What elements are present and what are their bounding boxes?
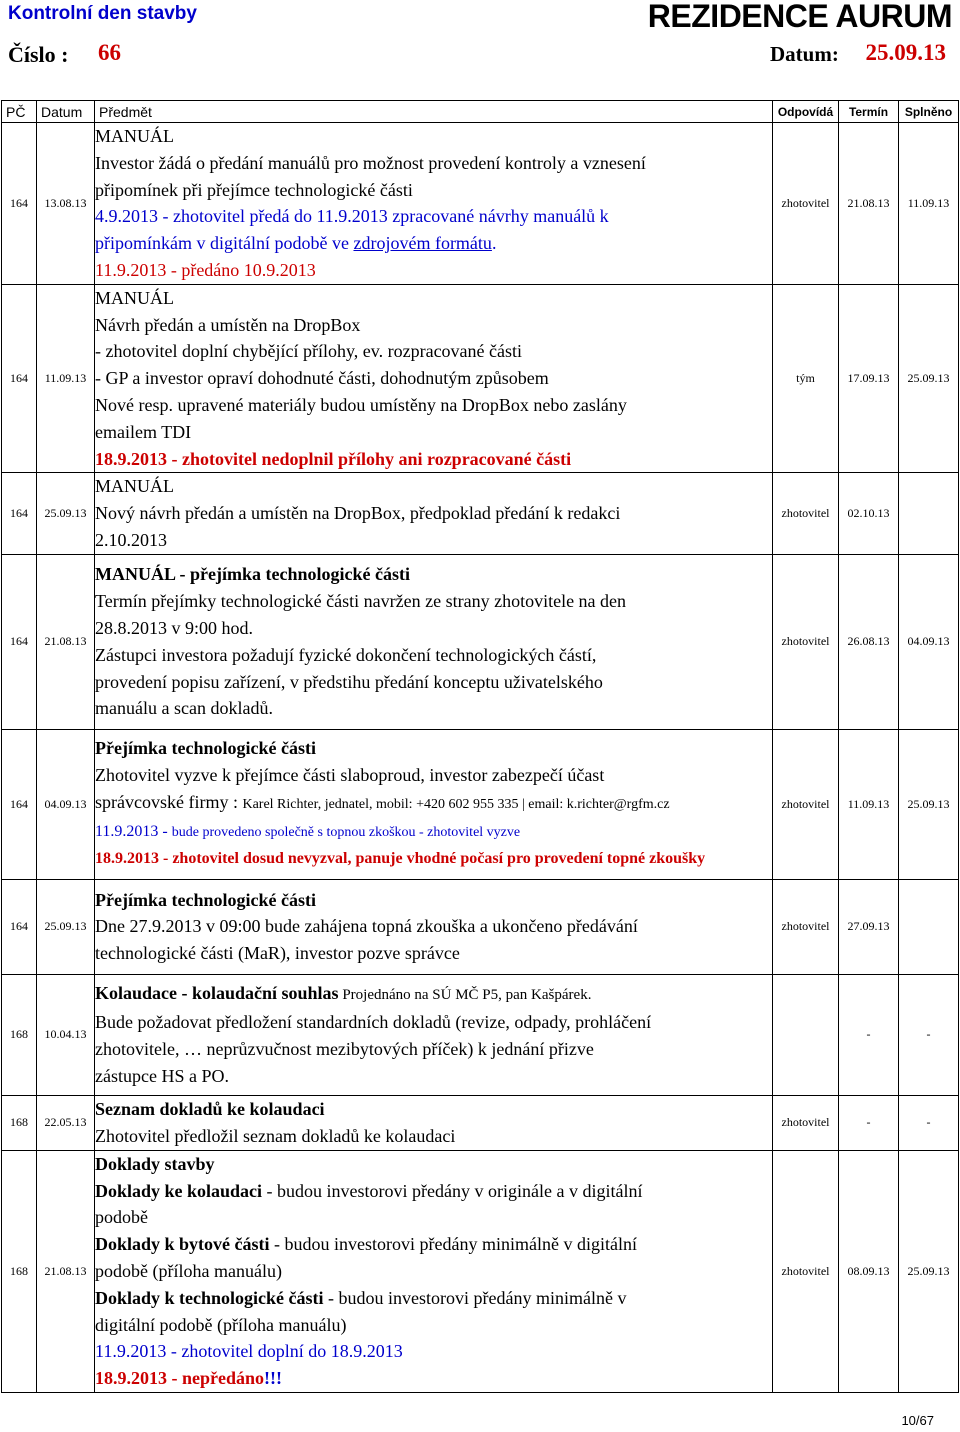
item-text: Projednáno na SÚ MČ P5, pan Kašpárek. [338,987,592,1004]
item-text: zdrojovém formátu [353,233,492,254]
table-row [2,974,959,1095]
item-line: Návrh předán a umístěn na DropBox [95,314,361,335]
row-predmet [95,473,773,554]
row-splneno: 25.09.13 [899,729,959,879]
meeting-number: 66 [98,40,121,65]
item-line: Zhotovitel předložil seznam dokladů ke kolaudaci [95,1125,456,1146]
cislo-label: Číslo : [8,42,69,67]
row-pc: 164 [2,879,37,974]
item-text: - budou investorovi předány minimálně v digitální [269,1234,637,1255]
row-pc: 164 [2,554,37,729]
row-termin: 17.09.13 [839,284,899,473]
datum-label: Datum: [770,42,839,66]
row-splneno: - [899,974,959,1095]
row-odpovida: zhotovitel [773,554,839,729]
table-row [2,123,959,285]
row-predmet [95,729,773,879]
row-pc: 168 [2,1095,37,1150]
row-datum: 25.09.13 [37,879,95,974]
contact-info: Karel Richter, jednatel, mobil: +420 602 955 335 | email: k.richter@rgfm.cz [242,796,670,812]
item-text: bude provedeno společně s topnou zkoškou - zhotovitel vyzve [171,824,521,840]
meeting-items-table [1,100,959,1393]
item-line: 4.9.2013 - zhotovitel předá do 11.9.2013 zpracované návrhy manuálů k [95,206,609,227]
row-datum: 11.09.13 [37,284,95,473]
item-heading: MANUÁL [95,476,174,497]
row-odpovida: zhotovitel [773,1150,839,1392]
item-line: podobě [95,1207,148,1228]
item-line: připomínek při přejímce technologické části [95,179,413,200]
table-row [2,1150,959,1392]
row-odpovida: zhotovitel [773,1095,839,1150]
row-datum: 04.09.13 [37,729,95,879]
row-pc: 164 [2,729,37,879]
row-pc: 164 [2,123,37,285]
row-predmet [95,974,773,1095]
col-header-odpovida: Odpovídá [773,101,839,123]
row-predmet [95,1095,773,1150]
item-line: podobě (příloha manuálu) [95,1260,282,1281]
item-text: 18.9.2013 - nepředáno [95,1368,265,1389]
row-termin: - [839,1095,899,1150]
row-odpovida: zhotovitel [773,729,839,879]
row-splneno [899,473,959,554]
item-line: 11.9.2013 - zhotovitel doplní do 18.9.2013 [95,1341,403,1362]
item-heading: MANUÁL [95,126,174,146]
meeting-date: 25.09.13 [865,40,946,65]
table-row [2,729,959,879]
item-subheading: Doklady k bytové části [95,1234,270,1255]
table-header-row [2,101,959,123]
row-pc: 168 [2,1150,37,1392]
item-line: Investor žádá o předání manuálů pro možnost provedení kontroly a vznesení [95,152,646,173]
row-predmet [95,1150,773,1392]
item-text: - budou investorovi předány v originále a v digitální [262,1180,643,1201]
item-line [95,230,772,257]
item-heading: MANUÁL [95,287,174,308]
table-row [2,1095,959,1150]
row-odpovida: zhotovitel [773,879,839,974]
item-line: - zhotovitel doplní chybějící přílohy, ev. rozpracované části [95,341,523,362]
item-text: - budou investorovi předány minimálně v [323,1287,627,1308]
row-termin: - [839,974,899,1095]
item-line: digitální podobě (příloha manuálu) [95,1314,347,1335]
row-predmet [95,554,773,729]
item-subheading: Doklady k technologické části [95,1287,324,1308]
item-line: Dne 27.9.2013 v 09:00 bude zahájena topná zkouška a ukončeno předávání [95,916,638,937]
row-datum: 21.08.13 [37,1150,95,1392]
item-heading: Přejímka technologické části [95,889,316,910]
row-datum: 21.08.13 [37,554,95,729]
item-line [95,819,772,847]
item-line [95,1231,772,1258]
item-line: Zhotovitel vyzve k přejímce části slaboproud, investor zabezpečí účast [95,765,605,786]
item-line [95,1365,772,1392]
item-text: !!! [264,1368,282,1389]
row-odpovida: tým [773,284,839,473]
row-datum: 10.04.13 [37,974,95,1095]
col-header-splneno: Splněno [899,101,959,123]
item-line: zhotovitele, … neprůzvučnost mezibytových příček) k jednání přizve [95,1038,594,1059]
row-datum: 13.08.13 [37,123,95,285]
row-splneno: 04.09.13 [899,554,959,729]
document-title: Kontrolní den stavby [8,3,197,24]
item-line: 18.9.2013 - zhotovitel dosud nevyzval, panuje vhodné počasí pro provedení topné zkoušky [95,850,706,868]
row-splneno: 11.09.13 [899,123,959,285]
row-splneno: 25.09.13 [899,284,959,473]
row-splneno [899,879,959,974]
item-line [95,789,772,819]
item-line: Nové resp. upravené materiály budou umístěny na DropBox nebo zaslány [95,394,627,415]
item-line: 2.10.2013 [95,529,167,550]
item-line: - GP a investor opraví dohodnuté části, dohodnutým způsobem [95,368,549,389]
col-header-termin: Termín [839,101,899,123]
table-row [2,473,959,554]
row-pc: 164 [2,284,37,473]
row-datum: 22.05.13 [37,1095,95,1150]
item-text: správcovské firmy : [95,791,243,812]
item-line [95,1285,772,1312]
item-text: připomínkám v digitální podobě ve [95,233,354,254]
item-line [95,1178,772,1205]
row-odpovida: zhotovitel [773,473,839,554]
row-splneno: - [899,1095,959,1150]
item-line: 18.9.2013 - zhotovitel nedoplnil přílohy ani rozpracované části [95,448,572,469]
item-heading: Doklady stavby [95,1153,215,1174]
item-line: provedení popisu zařízení, v předstihu předání konceptu uživatelského [95,671,603,692]
item-text: 11.9.2013 - [95,822,172,840]
col-header-predmet: Předmět [95,101,773,123]
row-termin: 21.08.13 [839,123,899,285]
item-line: 28.8.2013 v 9:00 hod. [95,617,254,638]
item-line: Bude požadovat předložení standardních dokladů (revize, odpady, prohláčení [95,1011,652,1032]
row-pc: 164 [2,473,37,554]
row-odpovida: zhotovitel [773,123,839,285]
item-line: emailem TDI [95,421,192,442]
item-text: . [491,233,497,254]
item-line: Zástupci investora požadují fyzické dokončení technologických částí, [95,644,597,665]
item-subheading: Doklady ke kolaudaci [95,1180,263,1201]
table-row [2,879,959,974]
row-termin: 27.09.13 [839,879,899,974]
page-number: 10/67 [901,1413,934,1428]
row-predmet [95,284,773,473]
item-heading: Seznam dokladů ke kolaudaci [95,1098,325,1119]
row-splneno: 25.09.13 [899,1150,959,1392]
row-termin: 02.10.13 [839,473,899,554]
item-line: Termín přejímky technologické části navržen ze strany zhotovitele na den [95,591,627,612]
item-heading: Kolaudace - kolaudační souhlas [95,983,339,1004]
row-pc: 168 [2,974,37,1095]
item-line: manuálu a scan dokladů. [95,698,273,719]
row-predmet [95,879,773,974]
col-header-datum: Datum [37,101,95,123]
item-line: 11.9.2013 - předáno 10.9.2013 [95,259,316,280]
row-datum: 25.09.13 [37,473,95,554]
row-termin: 08.09.13 [839,1150,899,1392]
table-row [2,284,959,473]
row-termin: 26.08.13 [839,554,899,729]
item-line [95,980,772,1009]
row-termin: 11.09.13 [839,729,899,879]
table-row [2,554,959,729]
col-header-pc: PČ [2,101,37,123]
row-predmet [95,123,773,285]
project-name: REZIDENCE AURUM [647,0,952,34]
item-heading: MANUÁL - přejímka technologické části [95,564,410,585]
item-line: Nový návrh předán a umístěn na DropBox, předpoklad předání k redakci [95,503,621,524]
item-line: technologické části (MaR), investor pozve správce [95,943,460,964]
item-line: zástupce HS a PO. [95,1065,229,1086]
item-heading: Přejímka technologické části [95,738,316,759]
row-odpovida [773,974,839,1095]
